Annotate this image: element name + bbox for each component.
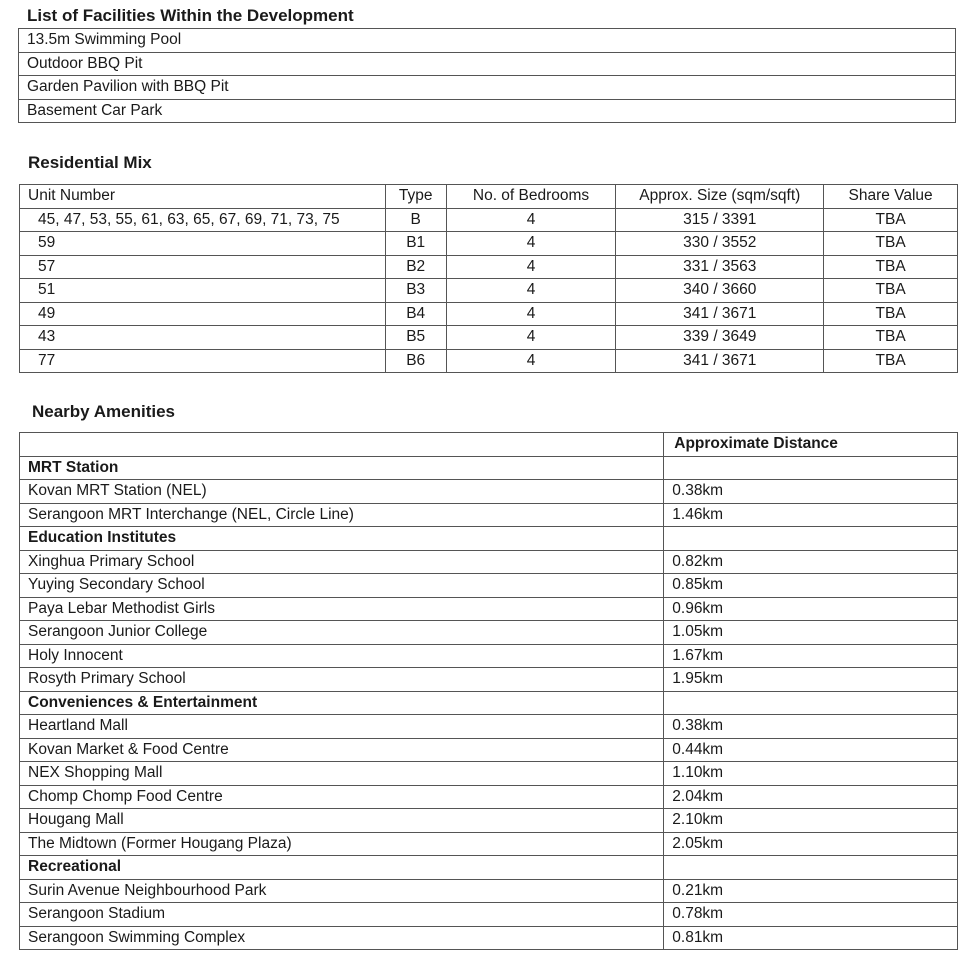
amenity-distance: 0.85km	[664, 574, 958, 598]
amenity-name: NEX Shopping Mall	[20, 762, 664, 786]
table-row	[20, 480, 958, 504]
amenity-name: Chomp Chomp Food Centre	[20, 785, 664, 809]
table-row	[20, 232, 958, 256]
bedrooms-cell: 4	[446, 349, 616, 373]
unit-number-cell: 59	[20, 232, 386, 256]
column-header: No. of Bedrooms	[446, 185, 616, 209]
amenity-distance: 2.04km	[664, 785, 958, 809]
size-cell: 331 / 3563	[616, 255, 824, 279]
bedrooms-cell: 4	[446, 208, 616, 232]
type-cell: B2	[385, 255, 446, 279]
bedrooms-cell: 4	[446, 255, 616, 279]
share-value-cell: TBA	[824, 326, 958, 350]
group-header-row	[20, 456, 958, 480]
facilities-title: List of Facilities Within the Development	[27, 6, 354, 25]
amenity-distance: 0.21km	[664, 879, 958, 903]
unit-number-cell: 49	[20, 302, 386, 326]
amenity-distance: 0.38km	[664, 715, 958, 739]
amenity-name: Holy Innocent	[20, 644, 664, 668]
table-row	[20, 809, 958, 833]
group-name: Conveniences & Entertainment	[20, 691, 664, 715]
amenity-name: Kovan Market & Food Centre	[20, 738, 664, 762]
group-name: Education Institutes	[20, 527, 664, 551]
empty-cell	[664, 527, 958, 551]
empty-cell	[664, 456, 958, 480]
facilities-table	[18, 28, 956, 123]
table-row	[20, 208, 958, 232]
type-cell: B4	[385, 302, 446, 326]
amenity-name: Rosyth Primary School	[20, 668, 664, 692]
empty-cell	[664, 691, 958, 715]
share-value-cell: TBA	[824, 232, 958, 256]
table-row	[20, 879, 958, 903]
amenity-name: Serangoon Stadium	[20, 903, 664, 927]
table-row	[20, 326, 958, 350]
bedrooms-cell: 4	[446, 302, 616, 326]
table-row	[20, 597, 958, 621]
unit-number-cell: 45, 47, 53, 55, 61, 63, 65, 67, 69, 71, 73, 75	[20, 208, 386, 232]
table-row	[20, 785, 958, 809]
amenity-name: Serangoon MRT Interchange (NEL, Circle Line)	[20, 503, 664, 527]
table-row	[20, 349, 958, 373]
table-row	[20, 668, 958, 692]
amenity-name: Paya Lebar Methodist Girls	[20, 597, 664, 621]
table-row	[19, 52, 956, 76]
column-header: Type	[385, 185, 446, 209]
facility-item: Garden Pavilion with BBQ Pit	[19, 76, 956, 100]
bedrooms-cell: 4	[446, 232, 616, 256]
table-header-row	[20, 185, 958, 209]
amenity-distance: 0.81km	[664, 926, 958, 950]
type-cell: B6	[385, 349, 446, 373]
distance-header: Approximate Distance	[664, 433, 958, 457]
table-row	[20, 550, 958, 574]
table-row	[19, 29, 956, 53]
amenity-distance: 0.96km	[664, 597, 958, 621]
table-row	[20, 762, 958, 786]
table-row	[20, 503, 958, 527]
facility-item: Basement Car Park	[19, 99, 956, 123]
type-cell: B	[385, 208, 446, 232]
blank-header-cell	[20, 433, 664, 457]
amenity-name: Kovan MRT Station (NEL)	[20, 480, 664, 504]
facility-item: 13.5m Swimming Pool	[19, 29, 956, 53]
table-row	[20, 574, 958, 598]
table-row	[19, 99, 956, 123]
amenity-distance: 0.38km	[664, 480, 958, 504]
amenity-distance: 1.95km	[664, 668, 958, 692]
unit-number-cell: 43	[20, 326, 386, 350]
column-header: Approx. Size (sqm/sqft)	[616, 185, 824, 209]
type-cell: B3	[385, 279, 446, 303]
column-header: Unit Number	[20, 185, 386, 209]
table-row	[20, 279, 958, 303]
share-value-cell: TBA	[824, 302, 958, 326]
size-cell: 339 / 3649	[616, 326, 824, 350]
type-cell: B1	[385, 232, 446, 256]
unit-number-cell: 77	[20, 349, 386, 373]
table-row	[20, 644, 958, 668]
amenity-distance: 0.82km	[664, 550, 958, 574]
amenity-distance: 1.67km	[664, 644, 958, 668]
amenities-title: Nearby Amenities	[32, 402, 175, 421]
table-row	[20, 255, 958, 279]
column-header: Share Value	[824, 185, 958, 209]
share-value-cell: TBA	[824, 208, 958, 232]
amenity-name: Yuying Secondary School	[20, 574, 664, 598]
table-row	[20, 738, 958, 762]
bedrooms-cell: 4	[446, 326, 616, 350]
table-row	[20, 926, 958, 950]
share-value-cell: TBA	[824, 349, 958, 373]
unit-number-cell: 57	[20, 255, 386, 279]
empty-cell	[664, 856, 958, 880]
amenity-distance: 2.10km	[664, 809, 958, 833]
size-cell: 340 / 3660	[616, 279, 824, 303]
group-name: MRT Station	[20, 456, 664, 480]
table-row	[20, 302, 958, 326]
size-cell: 341 / 3671	[616, 349, 824, 373]
amenity-distance: 0.44km	[664, 738, 958, 762]
amenity-name: Serangoon Junior College	[20, 621, 664, 645]
residential-table	[19, 184, 958, 373]
amenity-distance: 2.05km	[664, 832, 958, 856]
share-value-cell: TBA	[824, 255, 958, 279]
amenity-distance: 1.05km	[664, 621, 958, 645]
amenity-name: The Midtown (Former Hougang Plaza)	[20, 832, 664, 856]
amenity-name: Hougang Mall	[20, 809, 664, 833]
table-row	[20, 903, 958, 927]
share-value-cell: TBA	[824, 279, 958, 303]
group-header-row	[20, 691, 958, 715]
table-row	[20, 715, 958, 739]
size-cell: 341 / 3671	[616, 302, 824, 326]
size-cell: 330 / 3552	[616, 232, 824, 256]
table-row	[19, 76, 956, 100]
amenity-name: Serangoon Swimming Complex	[20, 926, 664, 950]
unit-number-cell: 51	[20, 279, 386, 303]
group-name: Recreational	[20, 856, 664, 880]
amenity-name: Surin Avenue Neighbourhood Park	[20, 879, 664, 903]
group-header-row	[20, 856, 958, 880]
amenity-distance: 1.46km	[664, 503, 958, 527]
group-header-row	[20, 527, 958, 551]
amenity-distance: 1.10km	[664, 762, 958, 786]
bedrooms-cell: 4	[446, 279, 616, 303]
table-row	[20, 621, 958, 645]
facility-item: Outdoor BBQ Pit	[19, 52, 956, 76]
amenity-name: Xinghua Primary School	[20, 550, 664, 574]
amenities-table	[19, 432, 958, 950]
residential-title: Residential Mix	[28, 153, 152, 172]
amenity-name: Heartland Mall	[20, 715, 664, 739]
size-cell: 315 / 3391	[616, 208, 824, 232]
type-cell: B5	[385, 326, 446, 350]
amenity-distance: 0.78km	[664, 903, 958, 927]
table-row	[20, 832, 958, 856]
table-header-row	[20, 433, 958, 457]
